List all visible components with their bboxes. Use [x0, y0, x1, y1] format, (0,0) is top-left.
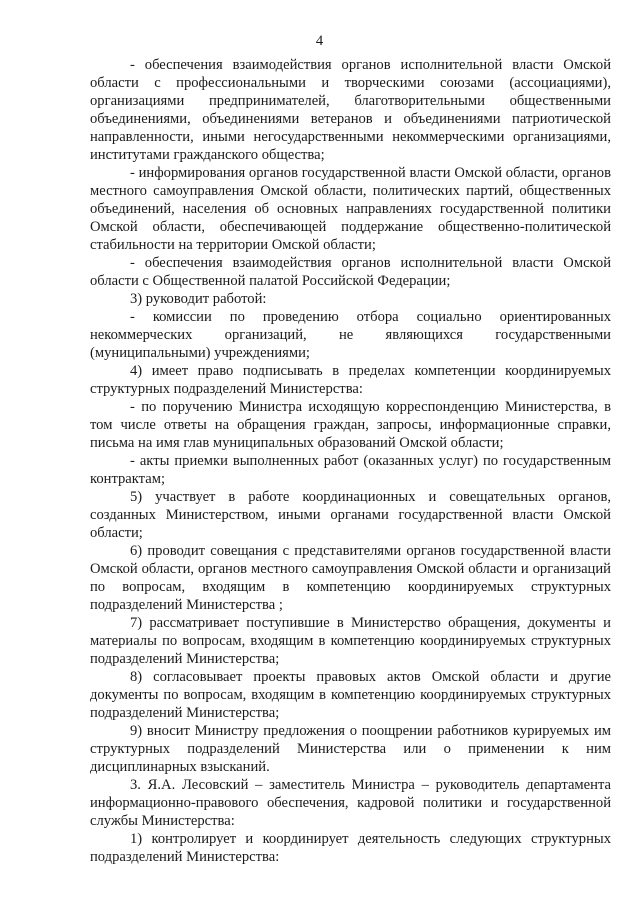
paragraph-informing-bullet: - информирования органов государственной власти Омской области, органов местного самоуправления Омской области, политических партий, общественных объединений, населения об основных направлениях государственной политики Омской области, обеспечивающей поддержание общественно-политической стабильности на территории Омской области;	[90, 165, 611, 253]
paragraph-item-7: 7) рассматривает поступившие в Министерство обращения, документы и материалы по вопросам, входящим в компетенцию координируемых структурных подразделений Министерства;	[90, 615, 611, 667]
paragraph-section-3-item-1: 1) контролирует и координирует деятельность следующих структурных подразделений Министерства:	[90, 831, 611, 865]
paragraph-item-8: 8) согласовывает проекты правовых актов Омской области и другие документы по вопросам, входящим в компетенцию координируемых структурных подразделений Министерства;	[90, 669, 611, 721]
paragraph-section-3: 3. Я.А. Лесовский – заместитель Министра – руководитель департамента информационно-правового обеспечения, кадровой политики и государственной службы Министерства:	[90, 777, 611, 829]
paragraph-correspondence-bullet: - по поручению Министра исходящую корреспонденцию Министерства, в том числе ответы на обращения граждан, запросы, информационные справки, письма на имя глав муниципальных образований Омской области;	[90, 399, 611, 451]
paragraph-commission-bullet: - комиссии по проведению отбора социально ориентированных некоммерческих организаций, не являющихся государственными (муниципальными) учреждениями;	[90, 309, 611, 361]
paragraph-item-4: 4) имеет право подписывать в пределах компетенции координируемых структурных подразделений Министерства:	[90, 363, 611, 397]
document-body	[90, 56, 611, 866]
paragraph-public-chamber-bullet: - обеспечения взаимодействия органов исполнительной власти Омской области с Общественной палатой Российской Федерации;	[90, 255, 611, 289]
page-number: 4	[315, 33, 324, 49]
paragraph-interaction-bullet: - обеспечения взаимодействия органов исполнительной власти Омской области с профессиональными и творческими союзами (ассоциациями), организациями предпринимателей, благотворительными общественными объединениями, объединениями ветеранов и объединениями патриотической направленности, иными негосударственными некоммерческими организациями, институтами гражданского общества;	[90, 57, 611, 163]
paragraph-acts-bullet: - акты приемки выполненных работ (оказанных услуг) по государственным контрактам;	[90, 453, 611, 487]
paragraph-item-3: 3) руководит работой:	[130, 291, 267, 307]
paragraph-item-6: 6) проводит совещания с представителями органов государственной власти Омской области, органов местного самоуправления Омской области и организаций по вопросам, входящим в компетенцию координируемых структурных подразделений Министерства ;	[90, 543, 611, 613]
paragraph-item-5: 5) участвует в работе координационных и совещательных органов, созданных Министерством, иными органами государственной власти Омской области;	[90, 489, 611, 541]
paragraph-item-9: 9) вносит Министру предложения о поощрении работников курируемых им структурных подразделений Министерства или о применении к ним дисциплинарных взысканий.	[90, 723, 611, 775]
